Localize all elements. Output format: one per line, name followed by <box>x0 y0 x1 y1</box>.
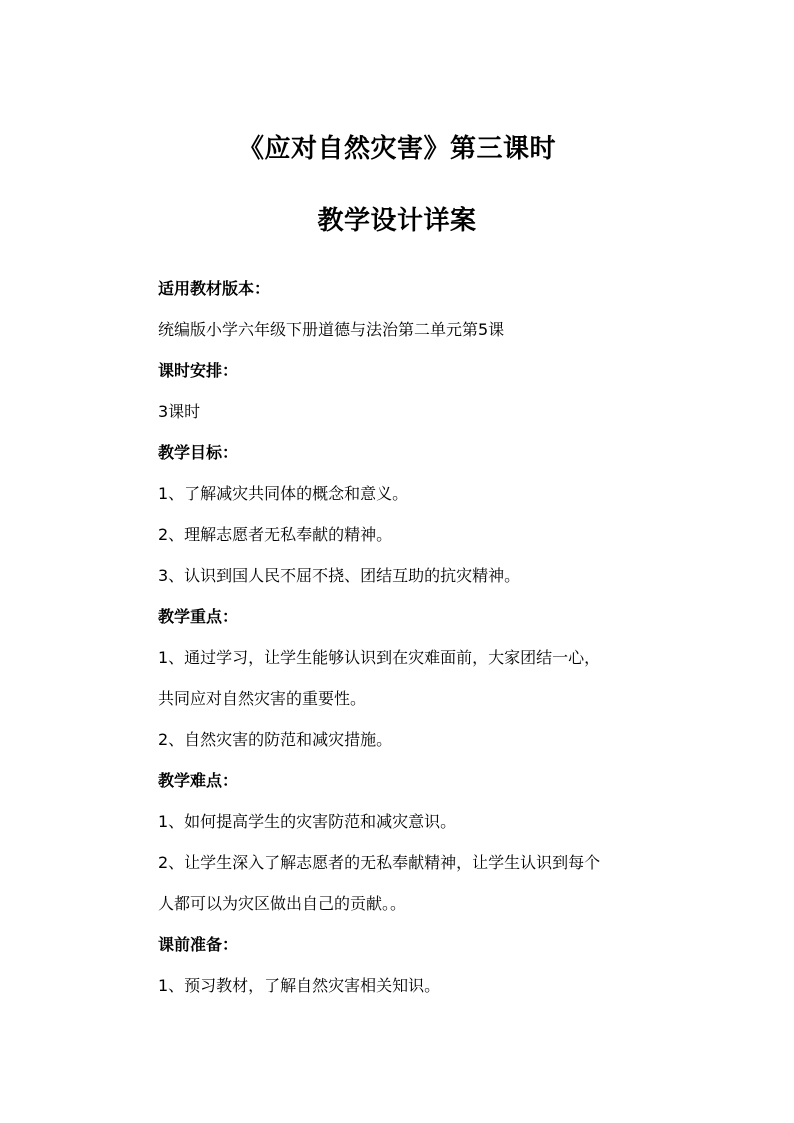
body-paragraph-line: 3课时 <box>158 402 201 421</box>
document-body <box>158 268 688 1006</box>
section-heading: 适用教材版本： <box>158 279 271 298</box>
document-title: 《应对自然灾害》第三课时 <box>237 134 556 164</box>
body-paragraph-line: 1、预习教材，了解自然灾害相关知识。 <box>158 976 441 995</box>
body-paragraph-line: 2、理解志愿者无私奉献的精神。 <box>158 525 393 544</box>
body-paragraph-line: 2、让学生深入了解志愿者的无私奉献精神，让学生认识到每个 <box>158 853 601 872</box>
section-heading: 教学重点： <box>158 607 239 626</box>
body-paragraph-line: 1、如何提高学生的灾害防范和减灾意识。 <box>158 812 457 831</box>
body-paragraph-line: 人都可以为灾区做出自己的贡献。。 <box>158 894 407 913</box>
body-paragraph-line: 2、自然灾害的防范和减灾措施。 <box>158 730 393 749</box>
section-heading: 课时安排： <box>158 361 239 380</box>
section-heading: 教学难点： <box>158 771 239 790</box>
document-subtitle: 教学设计详案 <box>317 206 477 236</box>
body-paragraph-line: 1、了解减灾共同体的概念和意义。 <box>158 484 409 503</box>
body-paragraph-line: 共同应对自然灾害的重要性。 <box>158 689 367 708</box>
body-paragraph-line: 1、通过学习，让学生能够认识到在灾难面前，大家团结一心， <box>158 648 601 667</box>
section-heading: 教学目标： <box>158 443 239 462</box>
body-paragraph-line: 统编版小学六年级下册道德与法治第二单元第5课 <box>158 320 505 339</box>
section-heading: 课前准备： <box>158 935 239 954</box>
body-paragraph-line: 3、认识到国人民不屈不挠、团结互助的抗灾精神。 <box>158 566 521 585</box>
